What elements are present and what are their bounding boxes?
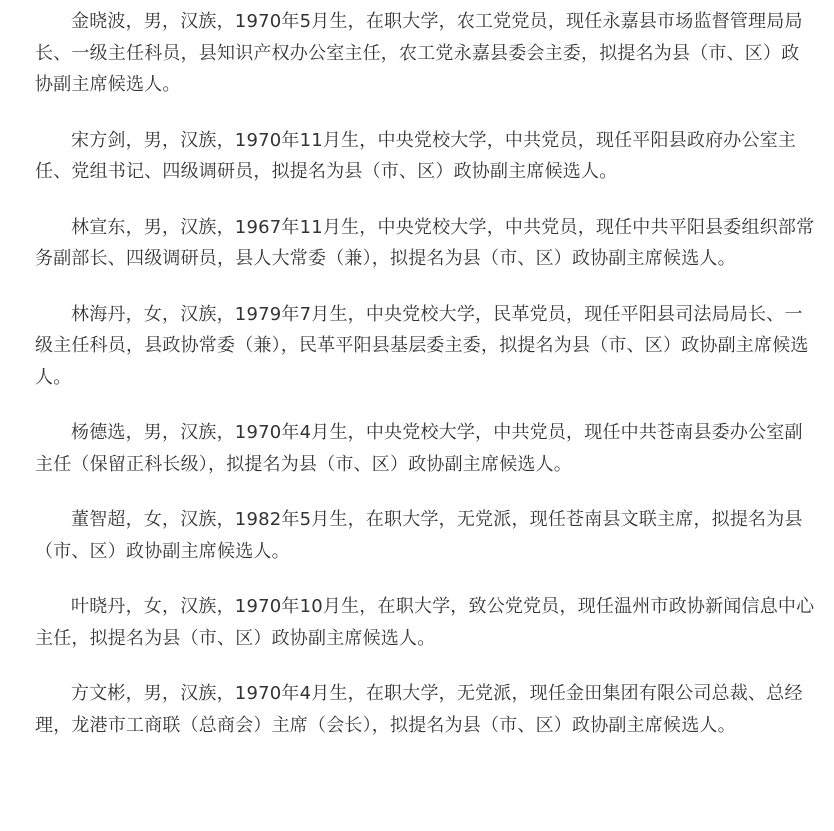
candidate-paragraph: 董智超，女，汉族，1982年5月生，在职大学，无党派，现任苍南县文联主席，拟提名为县（市、区）政协副主席候选人。 <box>35 509 803 562</box>
candidate-paragraph: 宋方剑，男，汉族，1970年11月生，中央党校大学，中共党员，现任平阳县政府办公室主任、党组书记、四级调研员，拟提名为县（市、区）政协副主席候选人。 <box>35 129 797 182</box>
candidate-paragraph: 林海丹，女，汉族，1979年7月生，中央党校大学，民革党员，现任平阳县司法局局长、一级主任科员，县政协常委（兼），民革平阳县基层委主委，拟提名为县（市、区）政协副主席候选人。 <box>35 303 809 388</box>
candidate-paragraph: 方文彬，男，汉族，1970年4月生，在职大学，无党派，现任金田集团有限公司总裁、总经理，龙港市工商联（总商会）主席（会长），拟提名为县（市、区）政协副主席候选人。 <box>35 683 803 736</box>
candidate-paragraph: 金晓波，男，汉族，1970年5月生，在职大学，农工党党员，现任永嘉县市场监督管理局局长、一级主任科员，县知识产权办公室主任，农工党永嘉县委会主委，拟提名为县（市、区）政协副主席候选人。 <box>35 11 803 95</box>
candidate-paragraph: 林宣东，男，汉族，1967年11月生，中央党校大学，中共党员，现任中共平阳县委组织部常务副部长、四级调研员，县人大常委（兼），拟提名为县（市、区）政协副主席候选人。 <box>35 216 815 269</box>
article-body <box>35 6 815 765</box>
candidate-paragraph: 叶晓丹，女，汉族，1970年10月生，在职大学，致公党党员，现任温州市政协新闻信息中心主任，拟提名为县（市、区）政协副主席候选人。 <box>35 596 815 649</box>
candidate-paragraph: 杨德选，男，汉族，1970年4月生，中央党校大学，中共党员，现任中共苍南县委办公室副主任（保留正科长级），拟提名为县（市、区）政协副主席候选人。 <box>35 422 803 475</box>
